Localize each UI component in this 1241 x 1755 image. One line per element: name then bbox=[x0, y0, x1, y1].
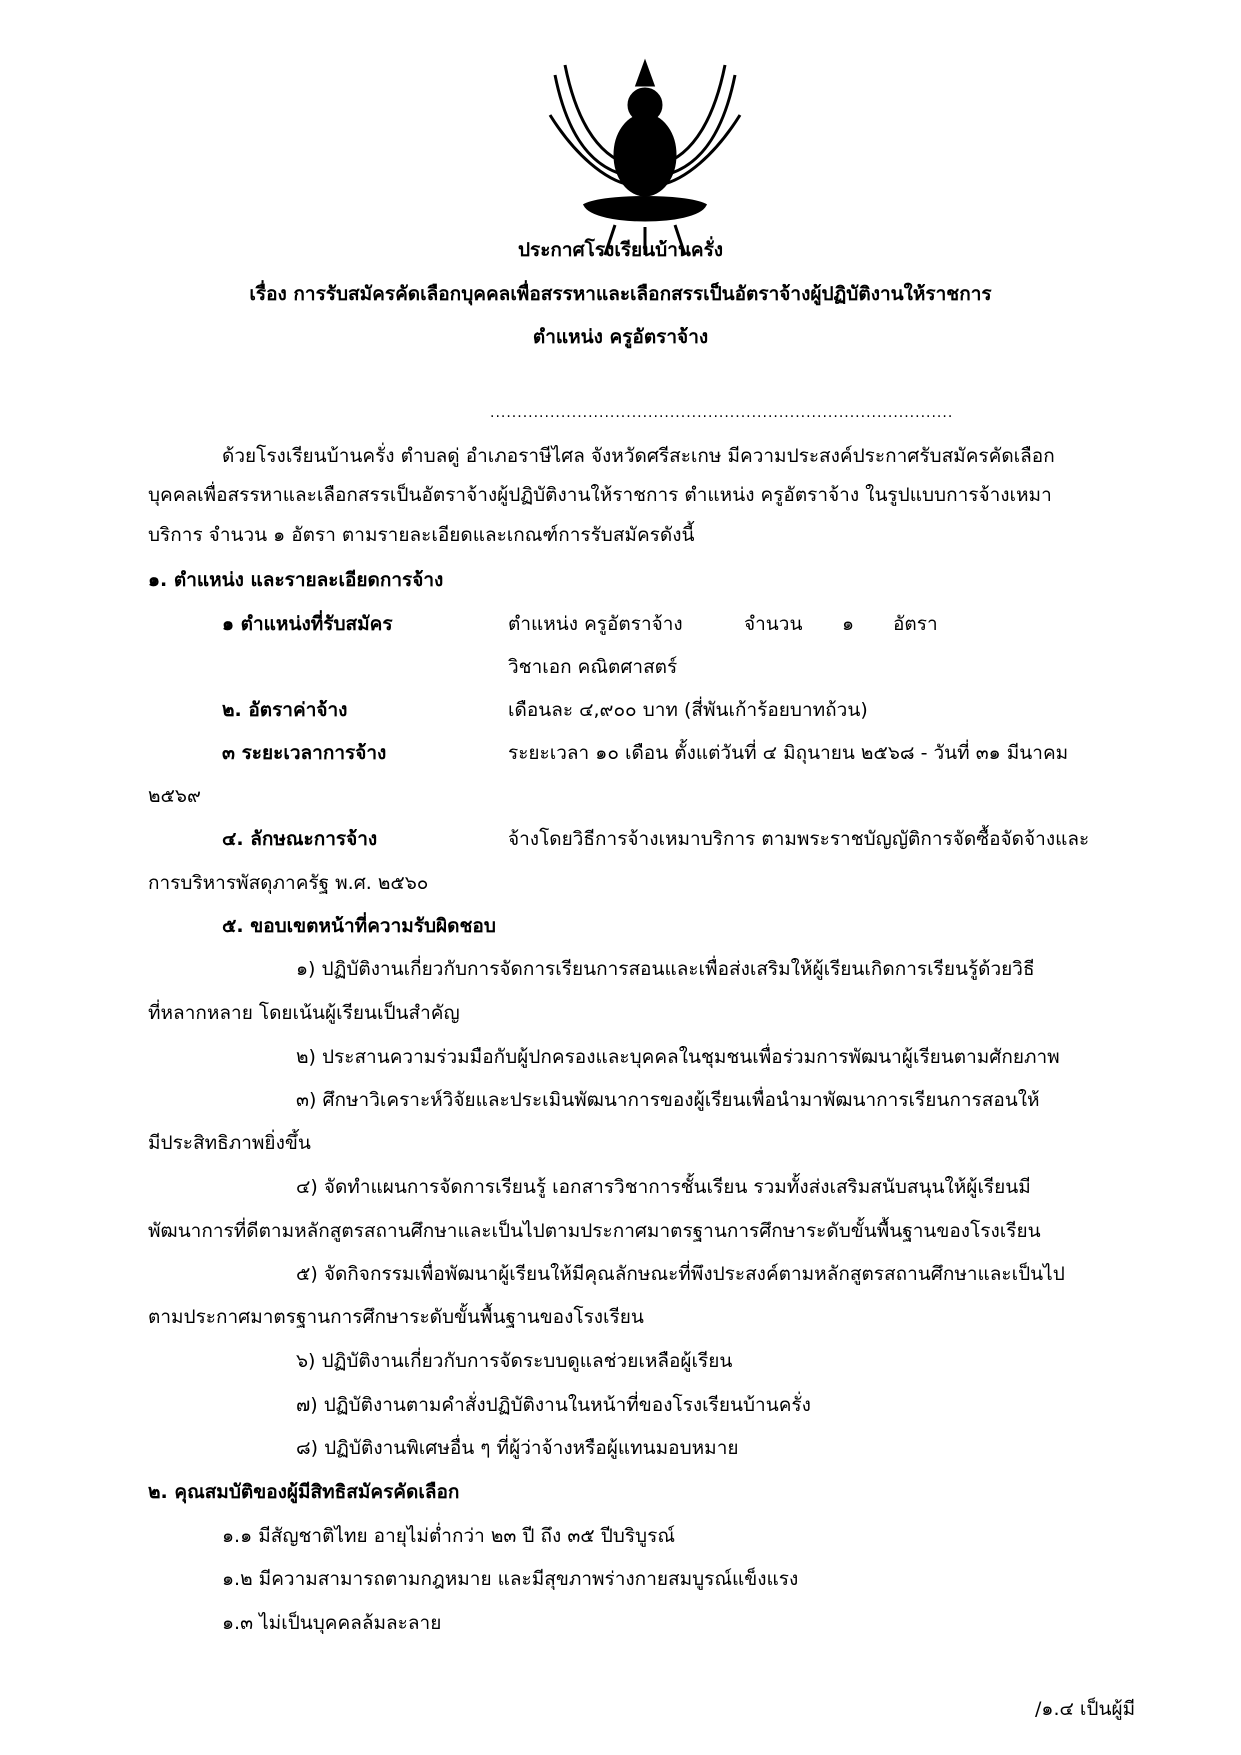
field-value: วิชาเอก คณิตศาสตร์ bbox=[508, 656, 678, 678]
separator-dots: ..................................................................................... bbox=[490, 405, 954, 421]
announcement-subject: เรื่อง การรับสมัครคัดเลือกบุคคลเพื่อสรรหาและเลือกสรรเป็นอัตราจ้างผู้ปฏิบัติงานให้ราชการ bbox=[249, 283, 992, 305]
section-heading: ๒. คุณสมบัติของผู้มีสิทธิสมัครคัดเลือก bbox=[148, 1481, 460, 1503]
field-label: ๕. ขอบเขตหน้าที่ความรับผิดชอบ bbox=[222, 915, 496, 937]
intro-line: บุคคลเพื่อสรรหาและเลือกสรรเป็นอัตราจ้างผู้ปฏิบัติงานให้ราชการ ตำแหน่ง ครูอัตราจ้าง ในรูปแบบการจ้างเหมา bbox=[148, 484, 1052, 506]
page-continuation: /๑.๔ เป็นผู้มี bbox=[1035, 1698, 1136, 1720]
duty-item: ๗) ปฏิบัติงานตามคำสั่งปฏิบัติงานในหน้าที่ของโรงเรียนบ้านครั่ง bbox=[296, 1394, 811, 1416]
duty-item: พัฒนาการที่ดีตามหลักสูตรสถานศึกษาและเป็นไปตามประกาศมาตรฐานการศึกษาระดับขั้นพื้นฐานของโรงเรียน bbox=[148, 1220, 1041, 1242]
field-value: การบริหารพัสดุภาครัฐ พ.ศ. ๒๕๖๐ bbox=[148, 872, 429, 894]
intro-line: ด้วยโรงเรียนบ้านครั่ง ตำบลดู่ อำเภอราษีไศล จังหวัดศรีสะเกษ มีความประสงค์ประกาศรับสมัครคัดเลือก bbox=[222, 445, 1055, 467]
qualification-item: ๑.๑ มีสัญชาติไทย อายุไม่ต่ำกว่า ๒๓ ปี ถึง ๓๕ ปีบริบูรณ์ bbox=[222, 1525, 675, 1547]
announcement-position: ตำแหน่ง ครูอัตราจ้าง bbox=[532, 326, 709, 348]
duty-item: ๒) ประสานความร่วมมือกับผู้ปกครองและบุคคลในชุมชนเพื่อร่วมการพัฒนาผู้เรียนตามศักยภาพ bbox=[296, 1046, 1060, 1068]
section-heading: ๑. ตำแหน่ง และรายละเอียดการจ้าง bbox=[148, 569, 444, 591]
announcement-title: ประกาศโรงเรียนบ้านครั่ง bbox=[517, 239, 724, 261]
field-value: ตำแหน่ง ครูอัตราจ้าง bbox=[508, 613, 683, 635]
field-value: ๒๕๖๙ bbox=[148, 785, 201, 807]
field-value: อัตรา bbox=[893, 613, 938, 635]
duty-item: ตามประกาศมาตรฐานการศึกษาระดับขั้นพื้นฐานของโรงเรียน bbox=[148, 1306, 644, 1328]
field-label: ๓ ระยะเวลาการจ้าง bbox=[222, 742, 387, 764]
field-value: ๑ bbox=[842, 613, 855, 635]
duty-item: ที่หลากหลาย โดยเน้นผู้เรียนเป็นสำคัญ bbox=[148, 1002, 460, 1024]
duty-item: ๓) ศึกษาวิเคราะห์วิจัยและประเมินพัฒนาการของผู้เรียนเพื่อนำมาพัฒนาการเรียนการสอนให้ bbox=[296, 1089, 1040, 1111]
field-label: ๑ ตำแหน่งที่รับสมัคร bbox=[222, 613, 393, 635]
duty-item: ๑) ปฏิบัติงานเกี่ยวกับการจัดการเรียนการสอนและเพื่อส่งเสริมให้ผู้เรียนเกิดการเรียนรู้ด้วยวิธี bbox=[296, 958, 1035, 980]
field-label: ๔. ลักษณะการจ้าง bbox=[222, 828, 378, 850]
field-value: เดือนละ ๔,๙๐๐ บาท (สี่พันเก้าร้อยบาทถ้วน) bbox=[508, 699, 868, 721]
duty-item: มีประสิทธิภาพยิ่งขึ้น bbox=[148, 1132, 311, 1154]
duty-item: ๔) จัดทำแผนการจัดการเรียนรู้ เอกสารวิชาการชั้นเรียน รวมทั้งส่งเสริมสนับสนุนให้ผู้เรียนมี bbox=[296, 1176, 1031, 1198]
field-label: ๒. อัตราค่าจ้าง bbox=[222, 699, 348, 721]
qualification-item: ๑.๓ ไม่เป็นบุคคลล้มละลาย bbox=[222, 1612, 442, 1634]
duty-item: ๖) ปฏิบัติงานเกี่ยวกับการจัดระบบดูแลช่วยเหลือผู้เรียน bbox=[296, 1350, 733, 1372]
duty-item: ๕) จัดกิจกรรมเพื่อพัฒนาผู้เรียนให้มีคุณลักษณะที่พึงประสงค์ตามหลักสูตรสถานศึกษาและเป็นไป bbox=[296, 1263, 1065, 1285]
garuda-emblem-icon bbox=[545, 55, 745, 260]
field-value: ระยะเวลา ๑๐ เดือน ตั้งแต่วันที่ ๔ มิถุนายน ๒๕๖๘ - วันที่ ๓๑ มีนาคม bbox=[508, 742, 1069, 764]
qualification-item: ๑.๒ มีความสามารถตามกฎหมาย และมีสุขภาพร่างกายสมบูรณ์แข็งแรง bbox=[222, 1568, 799, 1590]
duty-item: ๘) ปฏิบัติงานพิเศษอื่น ๆ ที่ผู้ว่าจ้างหรือผู้แทนมอบหมาย bbox=[296, 1437, 739, 1459]
intro-line: บริการ จำนวน ๑ อัตรา ตามรายละเอียดและเกณฑ์การรับสมัครดังนี้ bbox=[148, 524, 695, 546]
field-value: จ้างโดยวิธีการจ้างเหมาบริการ ตามพระราชบัญญัติการจัดซื้อจัดจ้างและ bbox=[508, 828, 1090, 850]
field-value: จำนวน bbox=[744, 613, 803, 635]
